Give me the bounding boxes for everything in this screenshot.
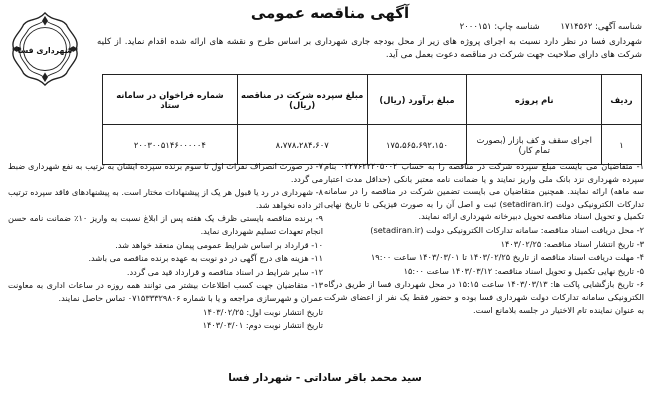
header-project-name: نام پروژه — [467, 75, 602, 125]
condition-item: ۱۰- قرارداد بر اساس شرایط عمومی پیمان منعقد خواهد شد. — [115, 239, 323, 250]
ad-number: شناسه آگهی: ۱۷۱۴۵۶۲ — [560, 22, 642, 32]
condition-item: ۴- مهلت دریافت اسناد مناقصه از تاریخ ۱۴۰۳/۰۲/۲۵ تا ۱۴۰۳/۰۳/۰۱ ساعت ۱۹:۰۰ — [370, 252, 644, 263]
cell-row-number: ۱ — [602, 125, 642, 165]
header-estimate: مبلغ برآورد (ریال) — [367, 75, 467, 125]
seal-text: شهرداری فسا — [17, 45, 73, 55]
cell-estimate: ۱۷۵،۵۶۵،۶۹۲،۱۵۰ — [367, 125, 467, 165]
cell-deposit: ۸،۷۷۸،۲۸۴،۶۰۷ — [237, 125, 367, 165]
condition-item: ۵- تاریخ نهایی تکمیل و تحویل اسناد مناقصه: ۱۴۰۳/۰۳/۱۲ ساعت ۱۵:۰۰ — [403, 265, 644, 276]
condition-item: ۸- شهرداری در رد یا قبول هر یک از پیشنهادات مختار است. به پیشنهادهای فاقد سپرده ترتیب اثر داده نخواهد شد. — [8, 187, 323, 210]
condition-item: ۱- متقاضیان می بایست مبلغ سپرده شرکت در مناقصه را به حساب ۰۲۲۷۶۲۲۲۰۵۰۰۲ بنام سپرده شهرداری نزد بانک ملی واریز نمایند و یا ضمانت نامه معتبر بانکی (حداقل مدت اعتبار سه ماهه) ارائه نمایند. همچنین متقاضیان می بایست تضمین شرکت در مناقصه را در سامانه تدارکات الکترونیکی دولت (setadiran.ir) ثبت و اصل آن را به صورت فیزیکی تا تاریخ نهایی تکمیل و تحویل اسناد مناقصه تحویل دبیرخانه شهرداری ارائه نمایند. — [324, 161, 645, 222]
header-call-number: شماره فراخوان در سامانه ستاد — [103, 75, 238, 125]
publish-date-second: تاریخ انتشار نوبت دوم: ۱۴۰۳/۰۳/۰۱ — [202, 320, 323, 331]
condition-item: ۷- در صورت انصراف نفرات اول تا سوم برنده سپرده ایشان به ترتیب به نفع شهرداری ضبط می گردد. — [8, 161, 323, 184]
table-row — [103, 125, 642, 165]
condition-item: ۱۲- سایر شرایط در اسناد مناقصه و قرارداد قید می گردد. — [126, 266, 323, 277]
cell-call-number: ۲۰۰۳۰۰۵۱۴۶۰۰۰۰۰۴ — [103, 125, 238, 165]
condition-item: ۱۳- متقاضیان جهت کسب اطلاعات بیشتر می توانند همه روزه در ساعات اداری به معاونت عمران و شهرسازی مراجعه و یا با شماره ۰۷۱۵۳۳۳۲۹۸۰۶ تماس حاصل نمایند. — [8, 280, 323, 303]
header-row-number: ردیف — [602, 75, 642, 125]
municipality-seal — [6, 10, 84, 88]
publish-date-first: تاریخ انتشار نوبت اول: ۱۴۰۳/۰۲/۲۵ — [203, 306, 323, 317]
cell-project-name: اجرای سقف و کف بازار (بصورت تمام کار) — [467, 125, 602, 165]
notice-intro: شهرداری فسا در نظر دارد نسبت به اجرای پروژه های زیر از محل بودجه جاری شهرداری بر اساس طرح و نقشه های ارائه شده اقدام نماید. از کلیه شرکت های دارای صلاحیت جهت شرکت در مناقصه دعوت بعمل می آید. — [97, 37, 642, 60]
notice-meta — [250, 22, 642, 36]
projects-table — [102, 74, 642, 165]
condition-item: ۶- تاریخ بازگشایی پاکت ها: ۱۴۰۳/۰۳/۱۳ ساعت ۱۵:۱۵ در محل شهرداری فسا از طریق درگاه الکترونیکی سامانه تدارکات دولت شهرداری فسا بوده و حضور فقط یک نفر از اعضای شرکت به عنوان نماینده تام الاختیار در جلسه بلامانع است. — [324, 279, 644, 315]
conditions-left — [8, 160, 323, 333]
condition-item: ۹- برنده مناقصه بایستی ظرف یک هفته پس از ابلاغ نسبت به واریز ۱۰٪ ضمانت نامه حسن انجام تعهدات تسلیم شهرداری نماید. — [8, 213, 323, 236]
table-header-row — [103, 75, 642, 125]
condition-item: ۳- تاریخ انتشار اسناد مناقصه: ۱۴۰۳/۰۲/۲۵ — [500, 238, 644, 249]
condition-item: ۱۱- هزینه های درج آگهی در دو نوبت به عهده برنده مناقصه می باشد. — [88, 253, 323, 264]
notice-title: آگهی مناقصه عمومی — [250, 4, 410, 22]
header-deposit: مبلغ سپرده شرکت در مناقصه (ریال) — [237, 75, 367, 125]
condition-item: ۲- محل دریافت اسناد مناقصه: سامانه تدارکات الکترونیکی دولت (setadiran.ir) — [370, 224, 644, 235]
print-number: شناسه چاپ: ۲۰۰۰۱۵۱ — [459, 22, 540, 32]
conditions-right — [324, 160, 644, 317]
mayor-signature: سید محمد باقر ساداتی - شهردار فسا — [228, 372, 422, 384]
